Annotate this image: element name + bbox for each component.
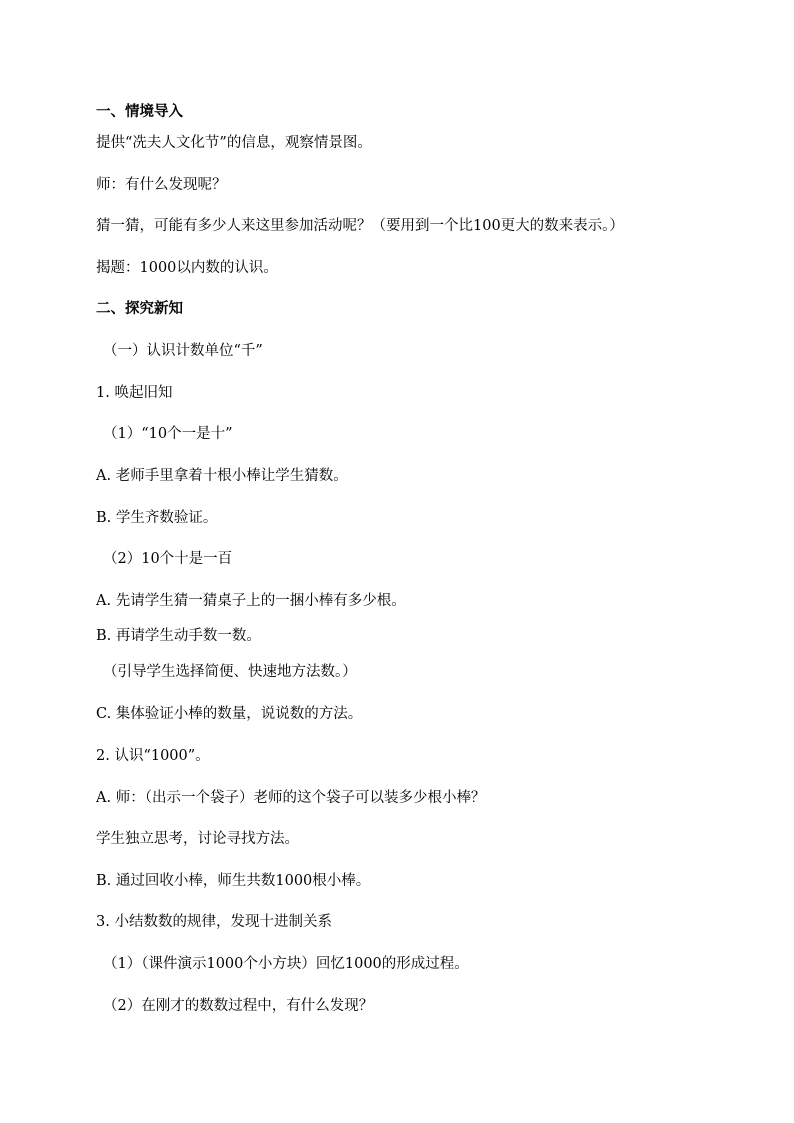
list-item: 2. 认识“1000”。 bbox=[96, 748, 210, 764]
section-heading-situation-intro: 一、情境导入 bbox=[96, 103, 183, 120]
list-item: B. 学生齐数验证。 bbox=[96, 510, 218, 526]
list-item: （2）在刚才的数数过程中，有什么发现？ bbox=[103, 998, 374, 1014]
paragraph: 揭题：1000以内数的认识。 bbox=[96, 260, 278, 276]
paragraph: 师：有什么发现呢？ bbox=[96, 177, 227, 193]
paragraph: 提供“冼夫人文化节”的信息，观察情景图。 bbox=[96, 135, 372, 151]
list-item: B. 再请学生动手数一数。 bbox=[96, 628, 261, 644]
list-item: （2）10个十是一百 bbox=[103, 551, 233, 567]
paragraph: 学生独立思考，讨论寻找方法。 bbox=[96, 831, 299, 847]
list-item: A. 老师手里拿着十根小棒让学生猜数。 bbox=[96, 468, 348, 484]
section-heading-explore: 二、探究新知 bbox=[96, 300, 183, 317]
list-item: （1）（课件演示1000个小方块）回忆1000的形成过程。 bbox=[103, 956, 469, 972]
paragraph: （引导学生选择简便、快速地方法数。） bbox=[103, 664, 357, 680]
list-item: 1. 唤起旧知 bbox=[96, 385, 173, 401]
paragraph: 猜一猜，可能有多少人来这里参加活动呢？（要用到一个比100更大的数来表示。） bbox=[96, 218, 624, 234]
list-item: A. 师：（出示一个袋子）老师的这个袋子可以装多少根小棒？ bbox=[96, 790, 486, 806]
list-item: B. 通过回收小棒，师生共数1000根小棒。 bbox=[96, 873, 371, 889]
list-item: A. 先请学生猜一猜桌子上的一捆小棒有多少根。 bbox=[96, 593, 406, 609]
subsection-heading: （一）认识计数单位“千” bbox=[103, 343, 263, 359]
list-item: （1）“10个一是十” bbox=[103, 426, 233, 442]
list-item: C. 集体验证小棒的数量，说说数的方法。 bbox=[96, 706, 363, 722]
list-item: 3. 小结数数的规律，发现十进制关系 bbox=[96, 914, 332, 930]
